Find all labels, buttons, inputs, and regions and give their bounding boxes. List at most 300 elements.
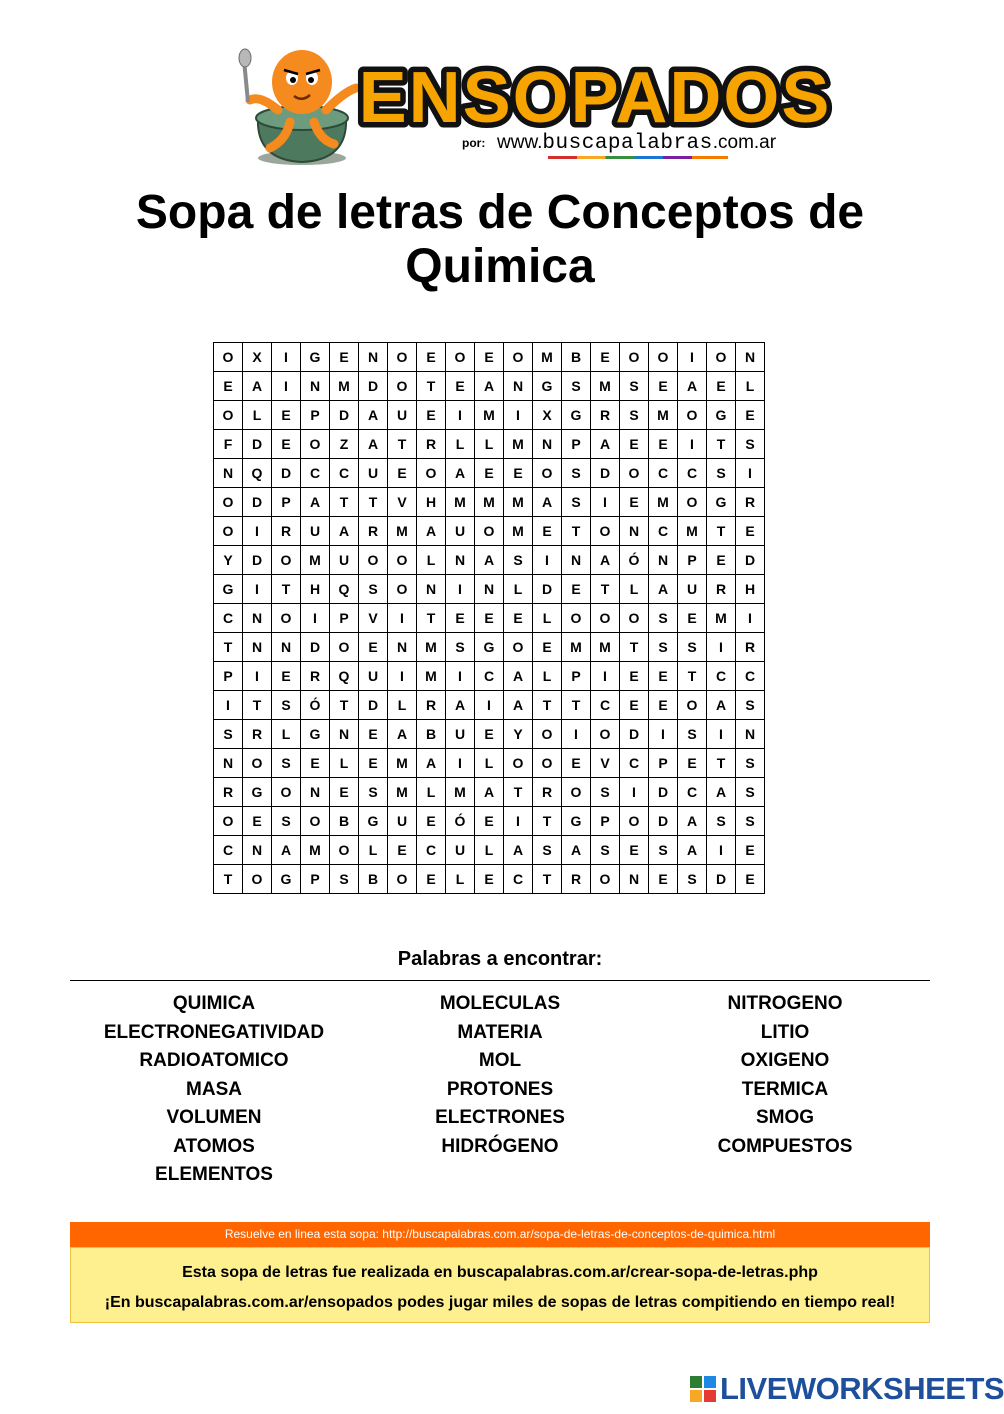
grid-cell[interactable]: A [707,691,736,720]
grid-cell[interactable]: I [272,343,301,372]
grid-cell[interactable]: B [417,720,446,749]
grid-cell[interactable]: M [504,517,533,546]
grid-cell[interactable]: U [388,401,417,430]
grid-cell[interactable]: O [504,633,533,662]
grid-cell[interactable]: A [504,662,533,691]
grid-cell[interactable]: S [272,749,301,778]
grid-cell[interactable]: O [388,865,417,894]
grid-cell[interactable]: R [533,778,562,807]
grid-cell[interactable]: S [359,778,388,807]
grid-cell[interactable]: E [504,459,533,488]
create-link[interactable]: buscapalabras.com.ar/crear-sopa-de-letras.php [456,1264,818,1281]
grid-cell[interactable]: O [330,633,359,662]
grid-cell[interactable]: S [620,372,649,401]
grid-cell[interactable]: M [417,662,446,691]
grid-cell[interactable]: C [591,691,620,720]
grid-cell[interactable]: A [475,546,504,575]
grid-cell[interactable]: I [475,691,504,720]
grid-cell[interactable]: L [475,836,504,865]
grid-cell[interactable]: S [562,372,591,401]
grid-cell[interactable]: H [736,575,765,604]
grid-cell[interactable]: V [388,488,417,517]
grid-cell[interactable]: M [301,546,330,575]
grid-cell[interactable]: N [214,459,243,488]
grid-cell[interactable]: A [417,517,446,546]
grid-cell[interactable]: S [678,865,707,894]
grid-cell[interactable]: E [736,836,765,865]
grid-cell[interactable]: N [533,430,562,459]
grid-cell[interactable]: S [591,836,620,865]
grid-cell[interactable]: E [388,459,417,488]
grid-cell[interactable]: I [388,604,417,633]
grid-cell[interactable]: E [620,662,649,691]
grid-cell[interactable]: O [620,604,649,633]
grid-cell[interactable]: R [736,633,765,662]
grid-cell[interactable]: I [504,807,533,836]
grid-cell[interactable]: Y [504,720,533,749]
grid-cell[interactable]: D [649,778,678,807]
grid-cell[interactable]: A [475,778,504,807]
grid-cell[interactable]: O [446,343,475,372]
grid-cell[interactable]: I [620,778,649,807]
grid-cell[interactable]: T [272,575,301,604]
grid-cell[interactable]: N [649,546,678,575]
grid-cell[interactable]: T [562,517,591,546]
grid-cell[interactable]: N [504,372,533,401]
grid-cell[interactable]: L [620,575,649,604]
grid-cell[interactable]: E [620,488,649,517]
grid-cell[interactable]: S [533,836,562,865]
grid-cell[interactable]: L [330,749,359,778]
grid-cell[interactable]: S [620,401,649,430]
grid-cell[interactable]: I [591,662,620,691]
grid-cell[interactable]: T [243,691,272,720]
grid-cell[interactable]: E [446,372,475,401]
grid-cell[interactable]: I [562,720,591,749]
grid-cell[interactable]: A [446,691,475,720]
grid-cell[interactable]: R [591,401,620,430]
grid-cell[interactable]: O [301,430,330,459]
grid-cell[interactable]: M [475,488,504,517]
grid-cell[interactable]: A [243,372,272,401]
grid-cell[interactable]: U [678,575,707,604]
grid-cell[interactable]: C [475,662,504,691]
grid-cell[interactable]: N [475,575,504,604]
grid-cell[interactable]: T [330,488,359,517]
grid-cell[interactable]: E [620,691,649,720]
grid-cell[interactable]: Q [330,575,359,604]
grid-cell[interactable]: A [591,546,620,575]
grid-cell[interactable]: U [446,517,475,546]
grid-cell[interactable]: T [707,749,736,778]
grid-cell[interactable]: P [330,604,359,633]
grid-cell[interactable]: L [475,430,504,459]
grid-cell[interactable]: S [214,720,243,749]
grid-cell[interactable]: O [620,343,649,372]
grid-cell[interactable]: D [620,720,649,749]
grid-cell[interactable]: O [272,604,301,633]
grid-cell[interactable]: R [707,575,736,604]
grid-cell[interactable]: M [533,343,562,372]
grid-cell[interactable]: D [359,372,388,401]
grid-cell[interactable]: A [446,459,475,488]
grid-cell[interactable]: E [359,749,388,778]
grid-cell[interactable]: C [620,749,649,778]
grid-cell[interactable]: T [678,662,707,691]
grid-cell[interactable]: O [533,720,562,749]
grid-cell[interactable]: Ó [620,546,649,575]
grid-cell[interactable]: I [504,401,533,430]
grid-cell[interactable]: C [330,459,359,488]
grid-cell[interactable]: O [388,372,417,401]
grid-cell[interactable]: P [678,546,707,575]
grid-cell[interactable]: T [533,807,562,836]
grid-cell[interactable]: S [359,575,388,604]
grid-cell[interactable]: L [533,662,562,691]
grid-cell[interactable]: U [301,517,330,546]
grid-cell[interactable]: S [446,633,475,662]
grid-cell[interactable]: Ó [446,807,475,836]
grid-cell[interactable]: D [649,807,678,836]
grid-cell[interactable]: E [649,372,678,401]
grid-cell[interactable]: T [707,517,736,546]
grid-cell[interactable]: M [707,604,736,633]
grid-cell[interactable]: S [649,836,678,865]
grid-cell[interactable]: E [475,807,504,836]
grid-cell[interactable]: M [504,430,533,459]
ensopados-link[interactable]: buscapalabras.com.ar/ensopados [134,1294,393,1311]
grid-cell[interactable]: N [620,865,649,894]
grid-cell[interactable]: I [446,575,475,604]
grid-cell[interactable]: I [707,836,736,865]
grid-cell[interactable]: T [214,633,243,662]
grid-cell[interactable]: S [562,459,591,488]
grid-cell[interactable]: N [417,575,446,604]
grid-cell[interactable]: U [446,836,475,865]
grid-cell[interactable]: G [533,372,562,401]
grid-cell[interactable]: M [446,778,475,807]
grid-cell[interactable]: A [475,372,504,401]
grid-cell[interactable]: L [243,401,272,430]
grid-cell[interactable]: U [359,459,388,488]
grid-cell[interactable]: M [562,633,591,662]
grid-cell[interactable]: D [591,459,620,488]
grid-cell[interactable]: P [649,749,678,778]
grid-cell[interactable]: I [736,459,765,488]
grid-cell[interactable]: E [736,401,765,430]
grid-cell[interactable]: L [446,430,475,459]
grid-cell[interactable]: A [504,691,533,720]
grid-cell[interactable]: P [272,488,301,517]
grid-cell[interactable]: N [243,836,272,865]
grid-cell[interactable]: R [562,865,591,894]
grid-cell[interactable]: I [243,662,272,691]
grid-cell[interactable]: C [417,836,446,865]
grid-cell[interactable]: D [707,865,736,894]
grid-cell[interactable]: P [301,865,330,894]
grid-cell[interactable]: T [533,691,562,720]
grid-cell[interactable]: I [678,430,707,459]
grid-cell[interactable]: I [388,662,417,691]
grid-cell[interactable]: E [417,807,446,836]
grid-cell[interactable]: G [707,401,736,430]
grid-cell[interactable]: F [214,430,243,459]
grid-cell[interactable]: I [446,401,475,430]
grid-cell[interactable]: M [649,488,678,517]
grid-cell[interactable]: C [707,662,736,691]
grid-cell[interactable]: X [243,343,272,372]
grid-cell[interactable]: R [243,720,272,749]
grid-cell[interactable]: C [649,517,678,546]
grid-cell[interactable]: D [736,546,765,575]
grid-cell[interactable]: I [301,604,330,633]
grid-cell[interactable]: O [301,807,330,836]
grid-cell[interactable]: T [359,488,388,517]
grid-cell[interactable]: S [736,778,765,807]
grid-cell[interactable]: G [214,575,243,604]
grid-cell[interactable]: O [649,343,678,372]
grid-cell[interactable]: U [388,807,417,836]
grid-cell[interactable]: O [620,459,649,488]
grid-cell[interactable]: D [243,430,272,459]
grid-cell[interactable]: P [214,662,243,691]
grid-cell[interactable]: A [272,836,301,865]
grid-cell[interactable]: N [562,546,591,575]
grid-cell[interactable]: L [272,720,301,749]
grid-cell[interactable]: P [562,662,591,691]
grid-cell[interactable]: O [359,546,388,575]
grid-cell[interactable]: E [562,749,591,778]
grid-cell[interactable]: P [591,807,620,836]
grid-cell[interactable]: A [562,836,591,865]
grid-cell[interactable]: A [678,836,707,865]
grid-cell[interactable]: V [591,749,620,778]
grid-cell[interactable]: E [475,720,504,749]
grid-cell[interactable]: A [707,778,736,807]
grid-cell[interactable]: O [475,517,504,546]
grid-cell[interactable]: L [417,778,446,807]
grid-cell[interactable]: U [446,720,475,749]
grid-cell[interactable]: A [330,517,359,546]
grid-cell[interactable]: A [388,720,417,749]
grid-cell[interactable]: T [620,633,649,662]
grid-cell[interactable]: I [272,372,301,401]
grid-cell[interactable]: G [301,343,330,372]
grid-cell[interactable]: T [417,604,446,633]
grid-cell[interactable]: N [243,604,272,633]
grid-cell[interactable]: G [243,778,272,807]
grid-cell[interactable]: E [388,836,417,865]
grid-cell[interactable]: O [272,778,301,807]
grid-cell[interactable]: T [417,372,446,401]
grid-cell[interactable]: E [417,401,446,430]
grid-cell[interactable]: E [330,343,359,372]
grid-cell[interactable]: E [649,865,678,894]
grid-cell[interactable]: C [649,459,678,488]
grid-cell[interactable]: Q [243,459,272,488]
grid-cell[interactable]: P [301,401,330,430]
grid-cell[interactable]: O [504,343,533,372]
grid-cell[interactable]: M [388,749,417,778]
grid-cell[interactable]: E [533,517,562,546]
grid-cell[interactable]: O [591,720,620,749]
grid-cell[interactable]: E [214,372,243,401]
grid-cell[interactable]: G [475,633,504,662]
grid-cell[interactable]: E [533,633,562,662]
grid-cell[interactable]: I [446,749,475,778]
grid-cell[interactable]: N [388,633,417,662]
grid-cell[interactable]: T [591,575,620,604]
grid-cell[interactable]: E [707,546,736,575]
grid-cell[interactable]: S [736,691,765,720]
grid-cell[interactable]: C [678,459,707,488]
grid-cell[interactable]: M [504,488,533,517]
grid-cell[interactable]: R [359,517,388,546]
grid-cell[interactable]: N [243,633,272,662]
grid-cell[interactable]: A [359,401,388,430]
grid-cell[interactable]: Ó [301,691,330,720]
grid-cell[interactable]: H [301,575,330,604]
grid-cell[interactable]: O [417,459,446,488]
grid-cell[interactable]: O [388,343,417,372]
grid-cell[interactable]: L [533,604,562,633]
grid-cell[interactable]: D [243,546,272,575]
grid-cell[interactable]: E [272,430,301,459]
grid-cell[interactable]: O [214,807,243,836]
grid-cell[interactable]: O [678,401,707,430]
grid-cell[interactable]: M [301,836,330,865]
grid-cell[interactable]: B [359,865,388,894]
grid-cell[interactable]: S [707,459,736,488]
grid-cell[interactable]: Y [214,546,243,575]
grid-cell[interactable]: S [736,749,765,778]
grid-cell[interactable]: O [214,343,243,372]
grid-cell[interactable]: I [243,517,272,546]
grid-cell[interactable]: E [591,343,620,372]
grid-cell[interactable]: H [417,488,446,517]
grid-cell[interactable]: U [359,662,388,691]
grid-cell[interactable]: M [591,633,620,662]
grid-cell[interactable]: N [736,343,765,372]
grid-cell[interactable]: O [388,546,417,575]
grid-cell[interactable]: O [591,517,620,546]
grid-cell[interactable]: D [301,633,330,662]
grid-cell[interactable]: M [417,633,446,662]
grid-cell[interactable]: E [707,372,736,401]
grid-cell[interactable]: L [388,691,417,720]
grid-cell[interactable]: C [504,865,533,894]
grid-cell[interactable]: I [736,604,765,633]
grid-cell[interactable]: S [707,807,736,836]
grid-cell[interactable]: C [678,778,707,807]
grid-cell[interactable]: E [620,836,649,865]
grid-cell[interactable]: I [707,720,736,749]
grid-cell[interactable]: O [591,865,620,894]
grid-cell[interactable]: O [330,836,359,865]
grid-cell[interactable]: A [504,836,533,865]
grid-cell[interactable]: M [388,517,417,546]
grid-cell[interactable]: I [678,343,707,372]
grid-cell[interactable]: X [533,401,562,430]
grid-cell[interactable]: E [359,633,388,662]
grid-cell[interactable]: O [562,604,591,633]
grid-cell[interactable]: S [678,633,707,662]
grid-cell[interactable]: O [562,778,591,807]
grid-cell[interactable]: O [243,865,272,894]
grid-cell[interactable]: M [446,488,475,517]
online-link[interactable]: Resuelve en linea esta sopa: http://buscapalabras.com.ar/sopa-de-letras-de-conceptos-de-quimica.html [70,1222,930,1247]
grid-cell[interactable]: R [736,488,765,517]
grid-cell[interactable]: I [533,546,562,575]
grid-cell[interactable]: O [591,604,620,633]
grid-cell[interactable]: P [562,430,591,459]
grid-cell[interactable]: T [388,430,417,459]
grid-cell[interactable]: E [736,517,765,546]
grid-cell[interactable]: M [475,401,504,430]
grid-cell[interactable]: O [678,691,707,720]
grid-cell[interactable]: E [620,430,649,459]
grid-cell[interactable]: E [359,720,388,749]
grid-cell[interactable]: C [214,604,243,633]
grid-cell[interactable]: C [301,459,330,488]
grid-cell[interactable]: Q [330,662,359,691]
grid-cell[interactable]: V [359,604,388,633]
grid-cell[interactable]: R [272,517,301,546]
word-search-grid[interactable] [213,342,765,894]
grid-cell[interactable]: N [330,720,359,749]
site-url[interactable] [497,132,776,155]
grid-cell[interactable]: N [214,749,243,778]
grid-cell[interactable]: A [533,488,562,517]
grid-cell[interactable]: A [591,430,620,459]
grid-cell[interactable]: E [272,662,301,691]
grid-cell[interactable]: S [272,691,301,720]
grid-cell[interactable]: O [678,488,707,517]
grid-cell[interactable]: E [272,401,301,430]
grid-cell[interactable]: R [301,662,330,691]
grid-cell[interactable]: G [562,401,591,430]
grid-cell[interactable]: S [272,807,301,836]
grid-cell[interactable]: B [562,343,591,372]
grid-cell[interactable]: C [736,662,765,691]
grid-cell[interactable]: E [446,604,475,633]
grid-cell[interactable]: D [272,459,301,488]
grid-cell[interactable]: A [678,807,707,836]
grid-cell[interactable]: O [272,546,301,575]
grid-cell[interactable]: G [272,865,301,894]
grid-cell[interactable]: S [649,633,678,662]
grid-cell[interactable]: A [649,575,678,604]
grid-cell[interactable]: T [330,691,359,720]
grid-cell[interactable]: E [417,343,446,372]
grid-cell[interactable]: O [504,749,533,778]
grid-cell[interactable]: N [301,778,330,807]
grid-cell[interactable]: E [475,459,504,488]
grid-cell[interactable]: R [417,430,446,459]
grid-cell[interactable]: B [330,807,359,836]
grid-cell[interactable]: R [417,691,446,720]
grid-cell[interactable]: I [446,662,475,691]
grid-cell[interactable]: E [475,343,504,372]
grid-cell[interactable]: O [533,459,562,488]
grid-cell[interactable]: O [214,488,243,517]
grid-cell[interactable]: E [562,575,591,604]
grid-cell[interactable]: E [649,662,678,691]
grid-cell[interactable]: L [504,575,533,604]
grid-cell[interactable]: I [214,691,243,720]
grid-cell[interactable]: E [504,604,533,633]
grid-cell[interactable]: N [736,720,765,749]
